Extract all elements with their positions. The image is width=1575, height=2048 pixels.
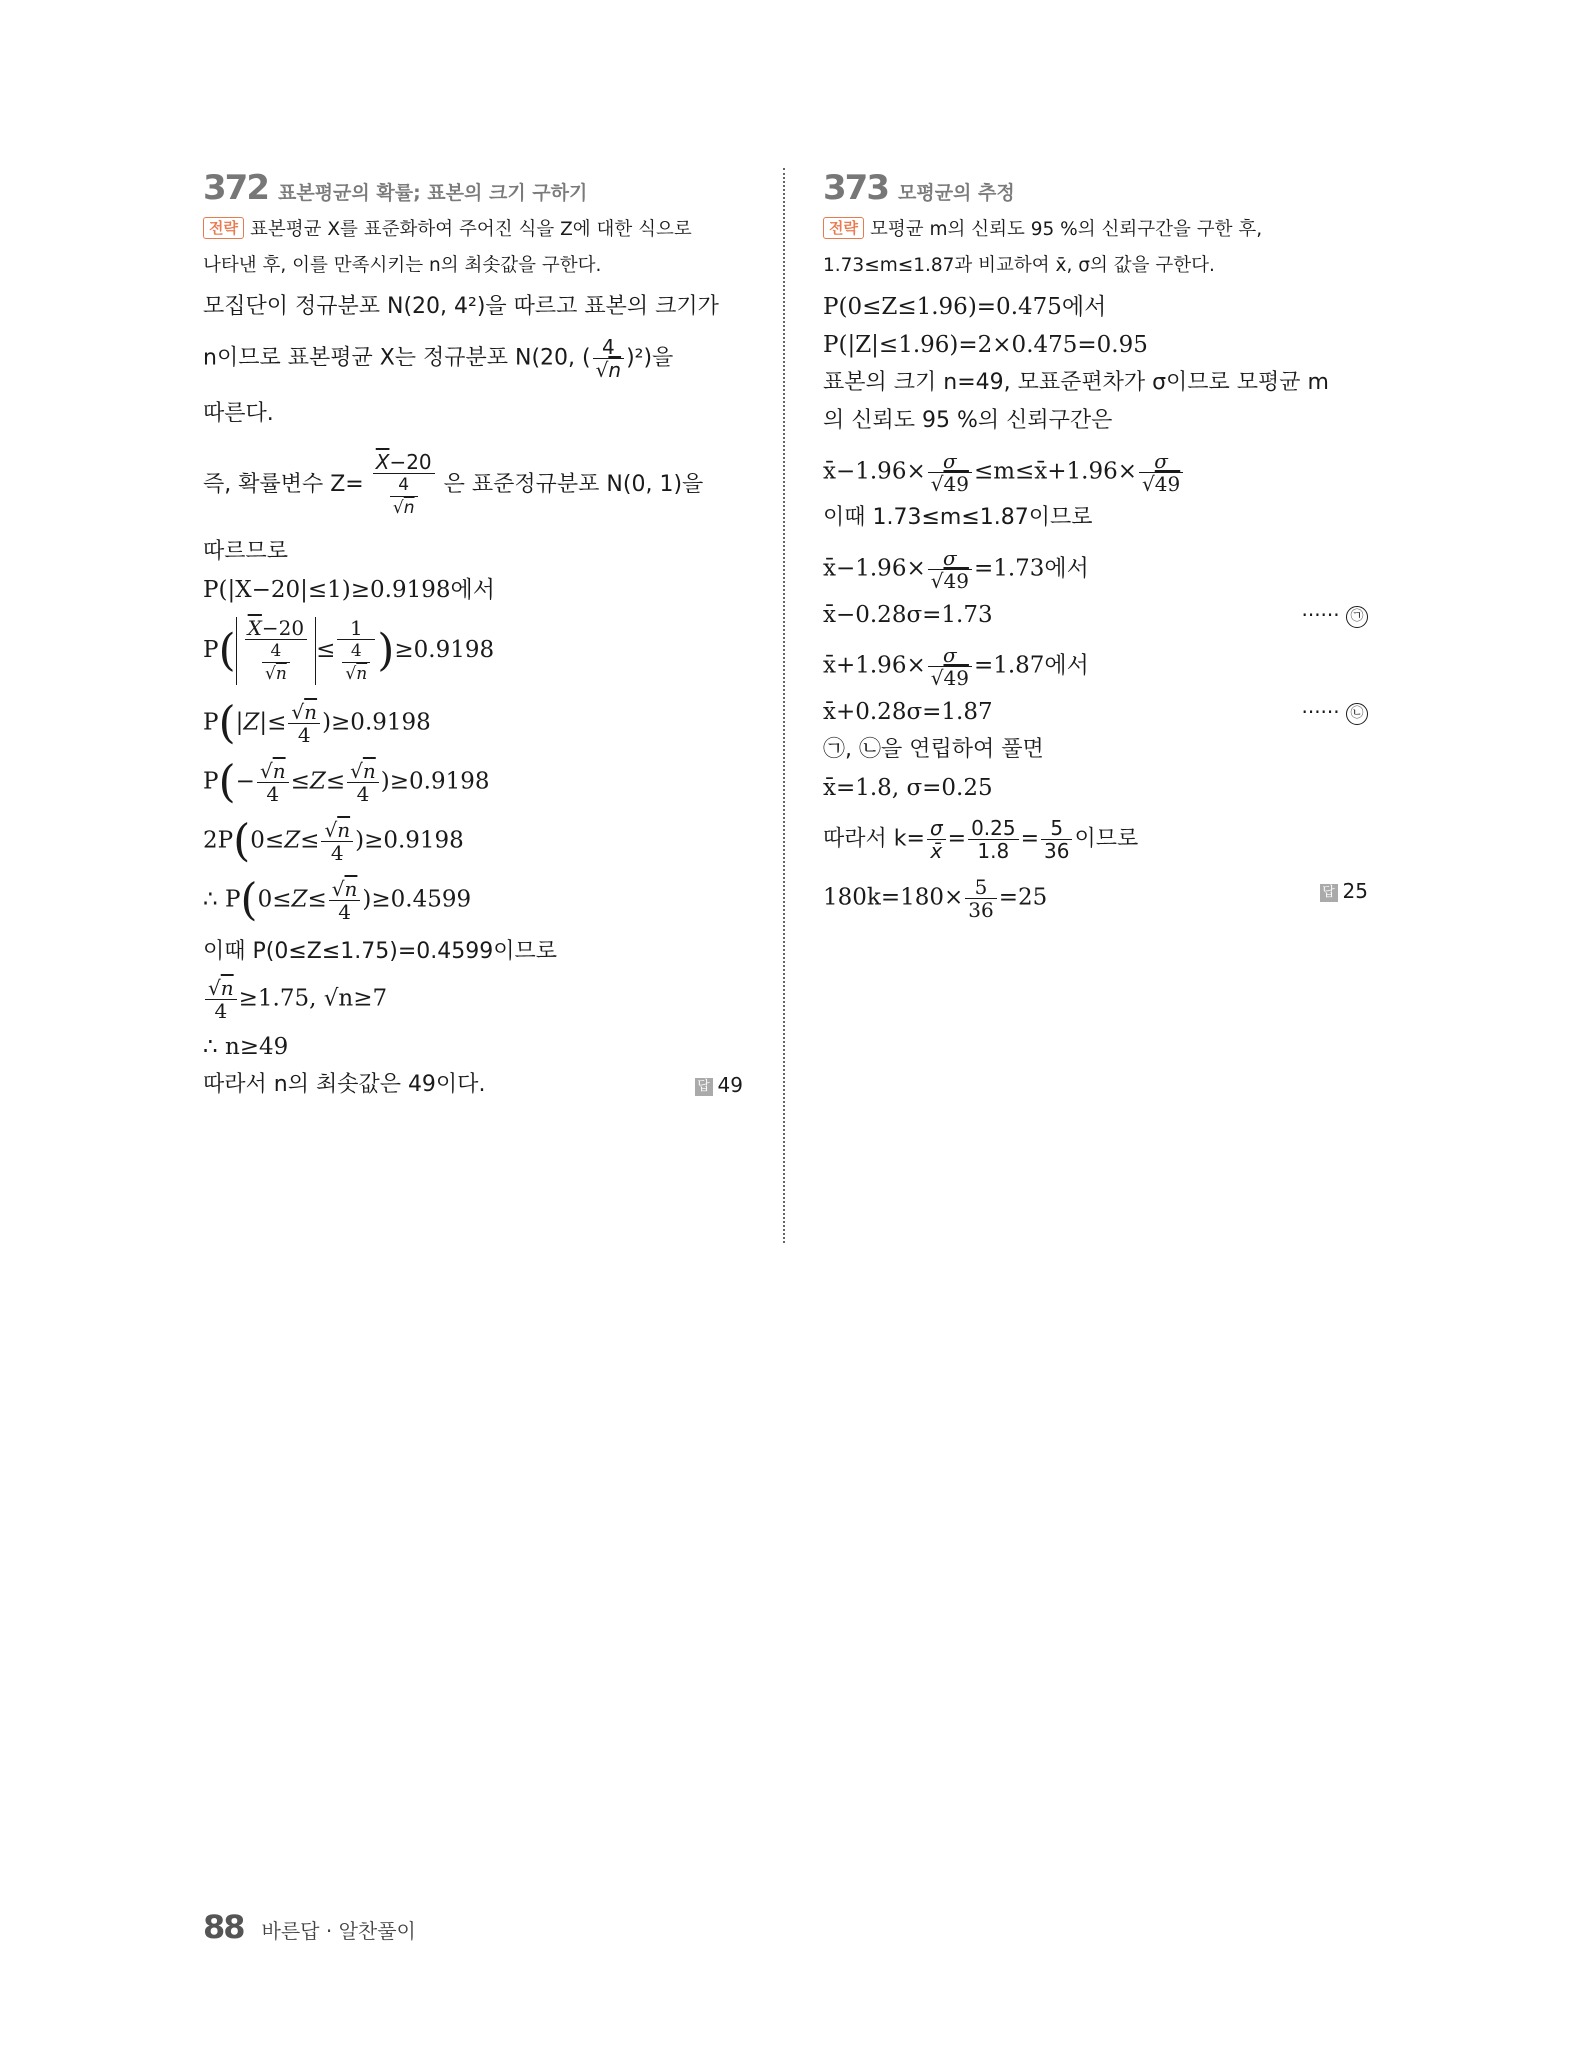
solution-line: x̄−1.96× $\frac{\sigma}{√49}$ =1.73에서: [823, 546, 1089, 593]
page-footer: [203, 1908, 416, 1946]
solution-line: 이때 1.73≤m≤1.87이므로: [823, 505, 1093, 530]
problem-373: [823, 168, 1368, 929]
solution-line: x̄−0.28σ=1.73 ······ ㉠: [823, 600, 1368, 630]
z-fraction: $\frac{\overline{X}-20}{\frac{4}{√n}}$: [373, 451, 435, 519]
strategy-badge: 전략: [203, 217, 244, 239]
equation-mark: ······ ㉠: [1301, 600, 1368, 630]
solution-line: P(− $\frac{√n}{4}$ ≤Z≤ $\frac{√n}{4}$ )≥0.9198: [203, 756, 490, 808]
solution-line: n이므로 표본평균 X는 정규분포 N(20, ( $\frac{4}{√n}$ )²)을: [203, 335, 674, 382]
solution-line: 따라서 n의 최솟값은 49이다. 답 49: [203, 1070, 743, 1100]
strategy-text: 모평균 m의 신뢰도 95 %의 신뢰구간을 구한 후,: [869, 219, 1263, 240]
problem-number: 372: [203, 168, 268, 208]
page-number: 88: [203, 1908, 244, 1946]
equation-mark: ······ ㉡: [1301, 697, 1368, 727]
solution-line: 2P(0≤Z≤ $\frac{√n}{4}$ )≥0.9198: [203, 815, 464, 867]
answer: 답 49: [695, 1070, 743, 1100]
solution-line: P(|Z|≤1.96)=2×0.475=0.95: [823, 332, 1148, 358]
answer: 답 25: [1320, 876, 1368, 906]
strategy-badge: 전략: [823, 217, 864, 239]
solution-line: x̄+1.96× $\frac{\sigma}{√49}$ =1.87에서: [823, 643, 1089, 690]
footer-text: 바른답 · 알찬풀이: [261, 1919, 416, 1943]
solution-line: 모집단이 정규분포 N(20, 4²)을 따르고 표본의 크기가: [203, 294, 719, 319]
problem-header: [203, 168, 743, 210]
solution-line: $\frac{√n}{4}$ ≥1.75, √n≥7: [203, 977, 743, 1022]
solution-line: x̄−1.96× $\frac{\sigma}{√49}$ ≤m≤x̄+1.96× $\frac{\sigma}{√49}$: [823, 450, 1368, 495]
strategy-text: 나타낸 후, 이를 만족시키는 n의 최솟값을 구한다.: [203, 255, 602, 276]
solution-line: 따른다.: [203, 401, 274, 426]
answer-badge: 답: [1320, 884, 1338, 902]
solution-line: P(|X−20|≤1)≥0.9198에서: [203, 577, 495, 603]
solution-line: P(0≤Z≤1.96)=0.475에서: [823, 294, 1107, 320]
solution-line: ∴ n≥49: [203, 1034, 289, 1060]
solution-line: 따라서 k= $\frac{\sigma}{x̄}$ = $\frac{0.25}{1.8}$ = $\frac{5}{36}$ 이므로: [823, 816, 1139, 863]
problem-title: 모평균의 추정: [897, 182, 1015, 204]
solution-line: 180k=180× $\frac{5}{36}$ =25 답 25: [823, 875, 1368, 922]
problem-number: 373: [823, 168, 888, 208]
column-divider: [783, 168, 785, 1243]
solution-line: x̄=1.8, σ=0.25: [823, 775, 993, 801]
solution-line: ∴ P(0≤Z≤ $\frac{√n}{4}$ )≥0.4599: [203, 874, 472, 926]
problem-title: 표본평균의 확률; 표본의 크기 구하기: [277, 182, 588, 204]
strategy-text: 1.73≤m≤1.87과 비교하여 x̄, σ의 값을 구한다.: [823, 255, 1215, 276]
strategy-text: 표본평균 X를 표준화하여 주어진 식을 Z에 대한 식으로: [249, 219, 692, 240]
strategy: [823, 212, 1368, 284]
solution-line: 따르므로: [203, 539, 289, 564]
solution-line: 즉, 확률변수 Z= $\frac{\overline{X}-20}{\frac{4}{√n}}$ 은 표준정규분포 N(0, 1)을: [203, 450, 704, 518]
solution-line: x̄+0.28σ=1.87 ······ ㉡: [823, 697, 1368, 727]
problem-header: [823, 168, 1368, 210]
solution-line: P(|Z|≤ $\frac{√n}{4}$ )≥0.9198: [203, 697, 431, 749]
solution-line: P( $\frac{\overline{X}-20}{\frac{4}{√n}}$ ≤ $\frac{1}{\frac{4}{√n}}$ )≥0.9198: [203, 616, 495, 684]
solution-line: ㉠, ㉡을 연립하여 풀면: [823, 737, 1044, 762]
strategy: [203, 212, 743, 284]
answer-badge: 답: [695, 1078, 713, 1096]
problem-372: [203, 168, 743, 1108]
solution-line: 표본의 크기 n=49, 모표준편차가 σ이므로 모평균 m: [823, 370, 1329, 395]
solution-line: 의 신뢰도 95 %의 신뢰구간은: [823, 408, 1113, 433]
solution-line: 이때 P(0≤Z≤1.75)=0.4599이므로: [203, 939, 558, 964]
